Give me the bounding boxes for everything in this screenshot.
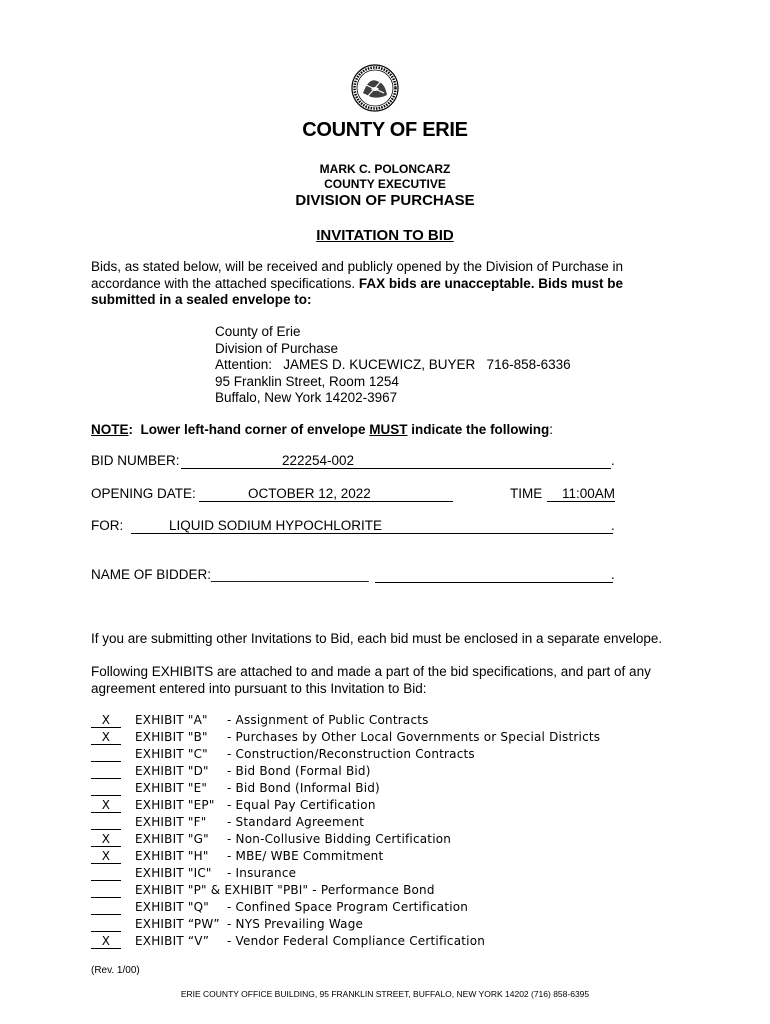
time-value: 11:00AM	[562, 486, 616, 501]
exhibit-mark[interactable]: X	[91, 730, 121, 745]
exhibit-desc: - Vendor Federal Compliance Certification	[227, 934, 486, 948]
exhibit-name: EXHIBIT "A"	[135, 713, 208, 727]
exhibit-name: EXHIBIT "F"	[135, 815, 207, 829]
exhibit-desc: - Insurance	[227, 866, 297, 880]
exhibit-mark[interactable]: X	[91, 798, 121, 813]
exhibit-desc: - Equal Pay Certification	[227, 798, 376, 812]
envelope-note	[91, 422, 553, 437]
note-text-2: indicate the following	[407, 422, 550, 437]
sealed-notice: Bids must be submitted in a sealed envelope to:	[91, 275, 624, 307]
exhibit-name: EXHIBIT "G"	[135, 832, 209, 846]
exhibit-mark[interactable]: X	[91, 934, 121, 949]
bid-number-period: .	[611, 453, 615, 468]
exhibit-mark[interactable]	[91, 883, 121, 898]
opening-date-label: OPENING DATE:	[91, 486, 196, 501]
address-line: Division of Purchase	[215, 340, 339, 356]
exhibit-mark[interactable]: X	[91, 713, 121, 728]
opening-date-value: OCTOBER 12, 2022	[248, 486, 371, 501]
address-line: Buffalo, New York 14202-3967	[215, 390, 398, 405]
address-line: Attention: JAMES D. KUCEWICZ, BUYER 716-858-6336	[215, 357, 571, 372]
exhibit-name: EXHIBIT "C"	[135, 747, 208, 761]
exhibit-desc: - MBE/ WBE Commitment	[227, 849, 384, 863]
exhibit-mark[interactable]	[91, 764, 121, 779]
exhibit-mark[interactable]	[91, 815, 121, 830]
intro-text: Bids, as stated below, will be received and publicly opened by the Division of Purchase in accordance with the attached specifications.	[91, 259, 624, 291]
separate-envelope-notice: If you are submitting other Invitations to Bid, each bid must be enclosed in a separate envelope.	[91, 631, 663, 646]
note-label: NOTE	[91, 422, 129, 437]
mailing-address	[215, 324, 571, 407]
exhibit-desc: - NYS Prevailing Wage	[227, 917, 364, 931]
exhibit-mark[interactable]: X	[91, 832, 121, 847]
exhibit-name: EXHIBIT "P" & EXHIBIT "PBI" - Performance Bond	[135, 883, 435, 897]
bid-number-value: 222254-002	[282, 453, 355, 468]
exhibit-mark[interactable]	[91, 866, 121, 881]
exhibit-name: EXHIBIT "H"	[135, 849, 209, 863]
exhibit-desc: - Assignment of Public Contracts	[227, 713, 429, 727]
fax-notice: FAX bids are unacceptable.	[358, 275, 535, 291]
exhibit-desc: - Non-Collusive Bidding Certification	[227, 832, 452, 846]
exhibit-name: EXHIBIT “V”	[135, 934, 210, 948]
time-label: TIME	[510, 486, 543, 501]
for-label: FOR:	[91, 518, 124, 533]
bid-number-label: BID NUMBER:	[91, 453, 180, 468]
for-value: LIQUID SODIUM HYPOCHLORITE	[169, 518, 383, 533]
exhibit-name: EXHIBIT "E"	[135, 781, 208, 795]
bidder-name-label: NAME OF BIDDER:_____________________	[91, 567, 369, 582]
revision-note: (Rev. 1/00)	[91, 965, 140, 976]
executive-title: COUNTY EXECUTIVE	[324, 177, 446, 191]
exhibits-intro: Following EXHIBITS are attached to and made a part of the bid specifications, and part of any agreement entered into pursuant to this Invitation to Bid:	[91, 664, 651, 696]
bidder-name-field[interactable]	[375, 567, 613, 583]
note-text: : Lower left-hand corner of envelope	[128, 422, 370, 437]
exhibit-desc: - Construction/Reconstruction Contracts	[227, 747, 475, 761]
exhibit-mark[interactable]	[91, 917, 121, 932]
exhibit-desc: - Standard Agreement	[227, 815, 365, 829]
note-colon: :	[549, 422, 554, 437]
exhibit-mark[interactable]	[91, 900, 121, 915]
exhibit-desc: - Confined Space Program Certification	[227, 900, 469, 914]
bid-number-underline	[181, 453, 611, 469]
exhibit-desc: - Purchases by Other Local Governments or Special Districts	[227, 730, 601, 744]
intro-paragraph	[91, 259, 691, 309]
exhibit-name: EXHIBIT "B"	[135, 730, 208, 744]
exhibit-name: EXHIBIT "IC"	[135, 866, 212, 880]
county-title: COUNTY OF ERIE	[302, 119, 468, 141]
for-period: .	[611, 518, 615, 533]
exhibit-mark[interactable]: X	[91, 849, 121, 864]
page-footer: ERIE COUNTY OFFICE BUILDING, 95 FRANKLIN STREET, BUFFALO, NEW YORK 14202 (716) 858-6395	[180, 989, 590, 999]
document-title: INVITATION TO BID	[316, 227, 454, 244]
division-title: DIVISION OF PURCHASE	[295, 192, 475, 209]
county-seal-logo	[351, 63, 399, 113]
exhibit-desc: - Bid Bond (Formal Bid)	[227, 764, 371, 778]
address-line: County of Erie	[215, 324, 301, 339]
exhibit-name: EXHIBIT "D"	[135, 764, 209, 778]
exhibit-name: EXHIBIT "Q"	[135, 900, 209, 914]
exhibit-name: EXHIBIT “PW”	[135, 917, 220, 931]
exhibit-name: EXHIBIT "EP"	[135, 798, 215, 812]
exhibit-mark[interactable]	[91, 747, 121, 762]
exhibit-desc: - Bid Bond (Informal Bid)	[227, 781, 380, 795]
address-line: 95 Franklin Street, Room 1254	[215, 373, 399, 389]
exhibit-mark[interactable]	[91, 781, 121, 796]
must-emphasis: MUST	[369, 422, 408, 437]
bidder-period: .	[611, 567, 615, 582]
executive-name: MARK C. POLONCARZ	[319, 162, 451, 176]
